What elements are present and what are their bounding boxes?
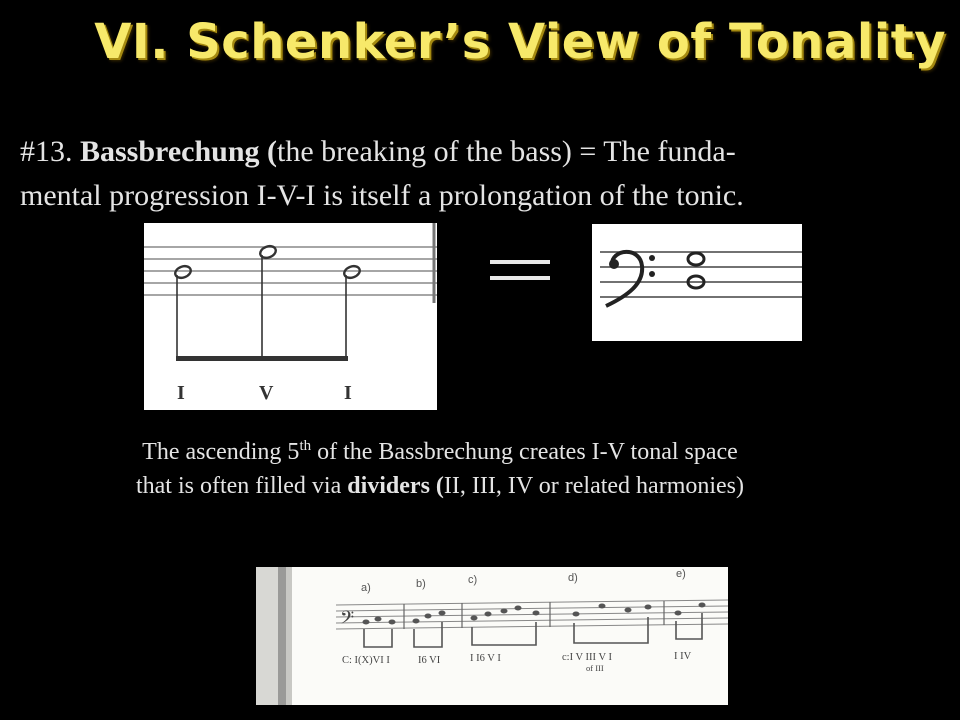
section-label-e: e) [676,568,686,580]
roman-label-3: I [344,382,352,404]
section-label-a: a) [361,582,371,594]
chord-note-upper [688,253,704,265]
equals-sign [490,234,552,302]
section-label-d: d) [568,572,578,584]
dividers-score [256,567,728,705]
item-number: #13. [20,135,73,168]
roman-label-1: I [177,382,185,404]
roman-label-2: V [259,382,274,404]
tonic-chord-figure [592,224,802,341]
section-label-b: b) [416,578,426,590]
roman-row-b: I6 VI [418,655,441,666]
definition-line2: mental progression I-V-I is itself a prolongation of the tonic. [20,179,744,212]
roman-row-e: I IV [674,651,692,662]
bassbrechung-staff [144,223,437,410]
explanation-line1-a: The ascending 5 [142,439,300,465]
explanation-line1-b: of the Bassbrechung creates I-V tonal space [311,439,738,465]
bassbrechung-figure [144,223,437,410]
slide-title: VI. Schenker’s View of Tonality [94,14,946,70]
roman-row-a: C: I(X)VI I [342,655,390,666]
definition-line1: the breaking of the bass) = The funda- [277,135,736,168]
section-label-c: c) [468,574,478,586]
bassbrechung-definition [20,130,940,218]
tonic-chord-staff [592,224,802,341]
dividers-explanation [0,435,880,503]
ordinal-suffix: th [299,438,312,454]
roman-row-d-sub: of III [586,663,604,673]
bass-clef-icon [606,252,655,306]
explanation-line2-b: II, III, IV or related harmonies) [443,473,745,499]
equals-sign-icon [490,250,552,290]
explanation-line2-a: that is often filled via [135,473,348,499]
roman-row-d: c:I V III V I [562,652,612,663]
roman-row-c: I I6 V I [470,653,501,664]
dividers-examples-figure [256,567,728,705]
term-bassbrechung: Bassbrechung ( [80,135,277,168]
term-dividers: dividers ( [347,473,444,499]
svg-text:𝄢: 𝄢 [340,608,355,633]
